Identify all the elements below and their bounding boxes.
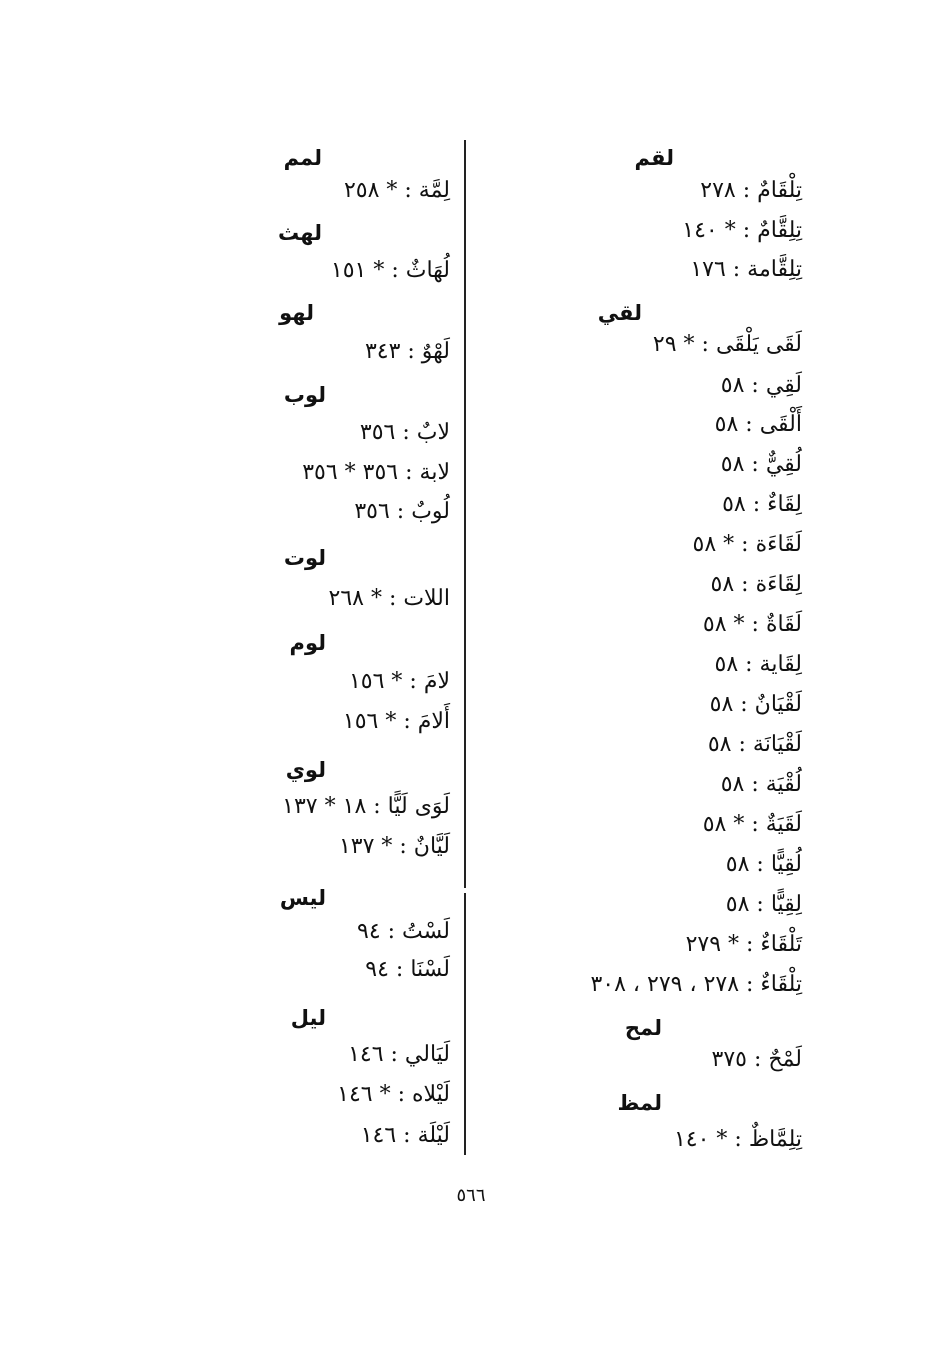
index-entry: لَوَى لَيًّا : ١٨ * ١٣٧ (282, 794, 450, 819)
index-entry: لَيْلاه : * ١٤٦ (337, 1082, 450, 1107)
root-heading: لمم (283, 146, 322, 170)
root-heading: لمح (624, 1016, 662, 1040)
root-heading: ليل (290, 1006, 326, 1030)
index-entry: لَيْلَة : ١٤٦ (360, 1123, 450, 1148)
index-entry: لُوبٌ : ٣٥٦ (354, 499, 450, 524)
index-entry: لابٌ : ٣٥٦ (359, 420, 450, 445)
index-entry: لُقِيًّا : ٥٨ (725, 852, 802, 877)
index-entry: تِلِقَّامة : ١٧٦ (690, 257, 802, 282)
root-heading: لقي (597, 301, 642, 325)
index-entry: لَيَالي : ١٤٦ (348, 1042, 450, 1067)
index-entry: تِلِقَّامٌ : * ١٤٠ (682, 218, 802, 243)
root-heading: لوب (283, 383, 326, 407)
root-heading: لهث (278, 221, 322, 245)
root-heading: لوت (283, 546, 326, 570)
index-entry: لامَ : * ١٥٦ (348, 669, 450, 694)
index-entry: أَلْقَى : ٥٨ (714, 412, 802, 437)
index-entry: لَسْنَا : ٩٤ (365, 957, 450, 982)
index-entry: لُهَاثٌ : * ١٥١ (330, 258, 450, 283)
root-heading: لوم (289, 631, 326, 655)
index-entry: لَقَى يَلْقَى : * ٢٩ (652, 332, 802, 357)
root-heading: لهو (279, 301, 314, 325)
page-number: ٥٦٦ (456, 1185, 486, 1206)
root-heading: لوي (285, 758, 326, 782)
index-entry: لُقِيٌّ : ٥٨ (720, 452, 802, 477)
root-heading: لقم (634, 146, 674, 170)
index-entry: اللات : * ٢٦٨ (328, 586, 450, 611)
index-entry: لَهْوٌ : ٣٤٣ (364, 339, 450, 364)
root-heading: ليس (279, 886, 326, 910)
index-entry: تِلْقَاءٌ : ٢٧٨ ، ٢٧٩ ، ٣٠٨ (590, 972, 802, 997)
index-entry: لَقَيَةٌ : * ٥٨ (702, 812, 802, 837)
index-entry: لِمَّة : * ٢٥٨ (343, 178, 450, 203)
index-entry: لِقَاءَة : ٥٨ (710, 572, 802, 597)
index-entry: لَقْيَانَة : ٥٨ (707, 732, 802, 757)
index-entry: تِلِمَّاظٌ : * ١٤٠ (673, 1127, 802, 1152)
column-divider-upper (464, 140, 466, 888)
index-entry: لُقْيَة : ٥٨ (720, 772, 802, 797)
index-entry: أَلامَ : * ١٥٦ (342, 709, 450, 734)
index-entry: لَقَاةٌ : * ٥٨ (702, 612, 802, 637)
index-entry: لِقَاءٌ : ٥٨ (722, 492, 802, 517)
index-entry: تَلْقَاءٌ : * ٢٧٩ (685, 932, 802, 957)
index-entry: لَمْحٌ : ٣٧٥ (711, 1047, 802, 1072)
root-heading: لمظ (617, 1091, 662, 1115)
column-divider-lower (464, 893, 466, 1155)
index-entry: لَقْيَانٌ : ٥٨ (709, 692, 802, 717)
index-entry: لِقَاية : ٥٨ (714, 652, 802, 677)
index-entry: تِلْقَامٌ : ٢٧٨ (700, 178, 802, 203)
index-entry: لَقَاءَة : * ٥٨ (692, 532, 802, 557)
index-entry: لابة : ٣٥٦ * ٣٥٦ (302, 460, 450, 485)
index-entry: لِقِيًّا : ٥٨ (725, 892, 802, 917)
index-entry: لَسْتُ : ٩٤ (357, 919, 450, 944)
index-entry: لَقِي : ٥٨ (720, 373, 802, 398)
index-entry: لَيَّانٌ : * ١٣٧ (338, 834, 450, 859)
